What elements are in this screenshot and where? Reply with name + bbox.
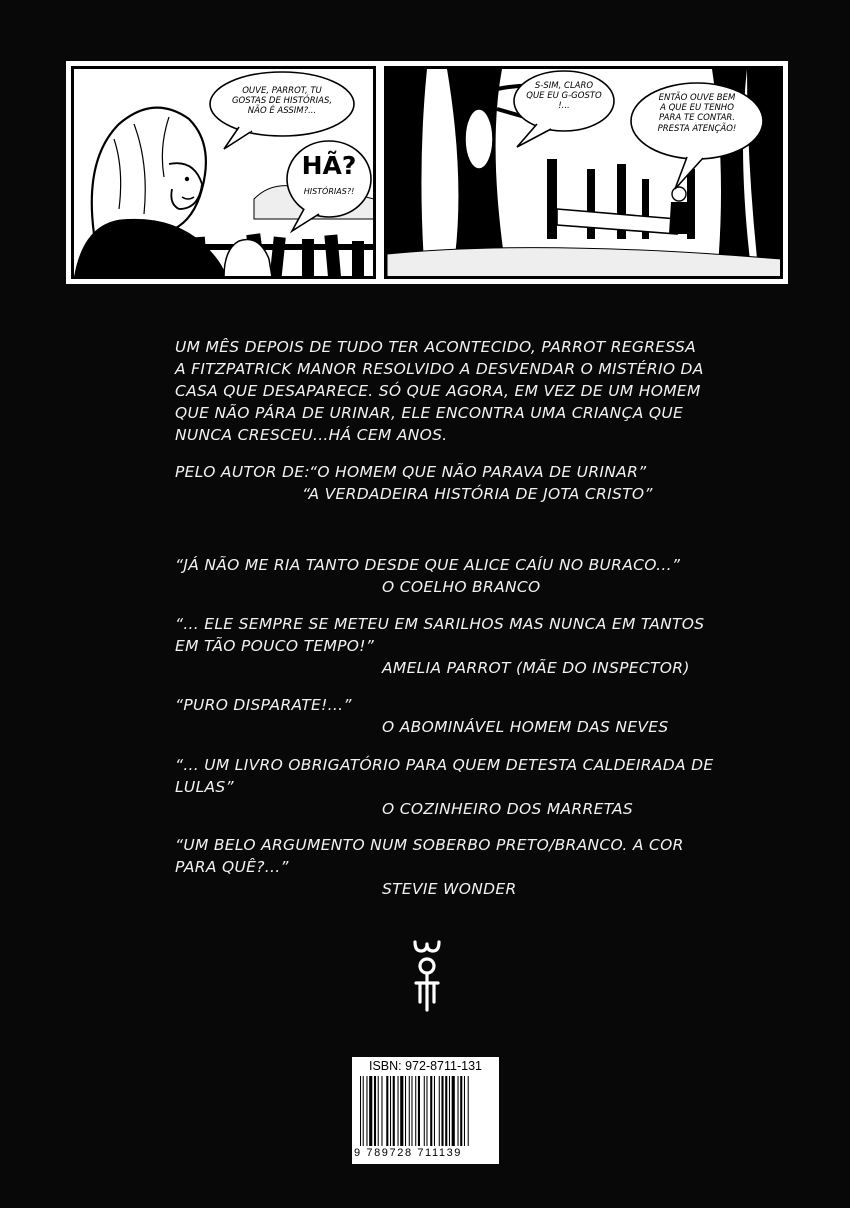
quote-source: O ABOMINÁVEL HOMEM DAS NEVES (382, 718, 669, 736)
quote-text: “PURO DISPARATE!...” (175, 696, 352, 714)
bubble-line: !... (558, 101, 570, 112)
bubble-line: PRESTA ATENÇÃO! (657, 123, 737, 134)
quote-text: “UM BELO ARGUMENTO NUM SOBERBO PRETO/BRANCO. A COR (175, 836, 684, 854)
bubble-line: S-SIM, CLARO (534, 81, 594, 91)
comic-panel-1 (71, 66, 376, 279)
author-title-1: “O HOMEM QUE NÃO PARAVA DE URINAR” (309, 463, 647, 481)
barcode-digits: 9 789728 711139 (354, 1147, 463, 1159)
quote-text: “... ELE SEMPRE SE METEU EM SARILHOS MAS NUNCA EM TANTOS (175, 615, 705, 633)
bubble-line: OUVE, PARROT, TU (242, 86, 322, 96)
wolf-logo-icon (412, 938, 442, 1014)
bubble-line: A QUE EU TENHO (660, 103, 734, 114)
author-title-2: “A VERDADEIRA HISTÓRIA DE JOTA CRISTO” (302, 485, 653, 503)
bubble-line: ENTÃO OUVE BEM (658, 93, 736, 103)
quote-text: “... UM LIVRO OBRIGATÓRIO PARA QUEM DETESTA CALDEIRADA DE (175, 756, 714, 774)
quote-source: O COZINHEIRO DOS MARRETAS (382, 800, 634, 818)
bubble-line: NÃO É ASSIM?... (247, 106, 317, 117)
exclamation-text: HÃ? (301, 151, 357, 180)
bubble-line: GOSTAS DE HISTÓRIAS, (231, 96, 333, 107)
quote-text: “JÁ NÃO ME RIA TANTO DESDE QUE ALICE CAÍU NO BURACO...” (175, 556, 681, 574)
synopsis-line: QUE NÃO PÁRA DE URINAR, ELE ENCONTRA UMA CRIANÇA QUE (175, 404, 684, 422)
bubble-line: QUE EU G-GOSTO (526, 91, 602, 102)
bubble-line: PARA TE CONTAR. (658, 113, 736, 124)
quote-source: STEVIE WONDER (382, 880, 517, 898)
comic-strip (66, 61, 788, 284)
quote-source: O COELHO BRANCO (382, 578, 541, 596)
synopsis-line: A FITZPATRICK MANOR RESOLVIDO A DESVENDAR O MISTÉRIO DA (175, 360, 704, 378)
comic-panel-2 (384, 66, 783, 279)
synopsis-line: CASA QUE DESAPARECE. SÓ QUE AGORA, EM VEZ DE UM HOMEM (175, 382, 701, 400)
quote-text: EM TÃO POUCO TEMPO!” (175, 637, 375, 655)
barcode-label (352, 1057, 499, 1164)
author-label: PELO AUTOR DE: (175, 463, 310, 481)
quote-text: LULAS” (175, 778, 234, 796)
speech-bubble-2-text: HISTÓRIAS?! (303, 187, 355, 196)
synopsis-line: NUNCA CRESCEU...HÁ CEM ANOS. (175, 426, 448, 444)
quote-source: AMELIA PARROT (MÃE DO INSPECTOR) (382, 659, 690, 677)
speech-bubble-4-text (637, 93, 757, 134)
quote-text: PARA QUÊ?...” (175, 858, 289, 876)
publisher-logo (412, 938, 442, 1018)
speech-bubble-1-text (217, 86, 347, 117)
speech-bubble-3-text (519, 81, 609, 112)
isbn-text: ISBN: 972-8711-131 (368, 1059, 483, 1073)
synopsis-line: UM MÊS DEPOIS DE TUDO TER ACONTECIDO, PARROT REGRESSA (175, 338, 696, 356)
